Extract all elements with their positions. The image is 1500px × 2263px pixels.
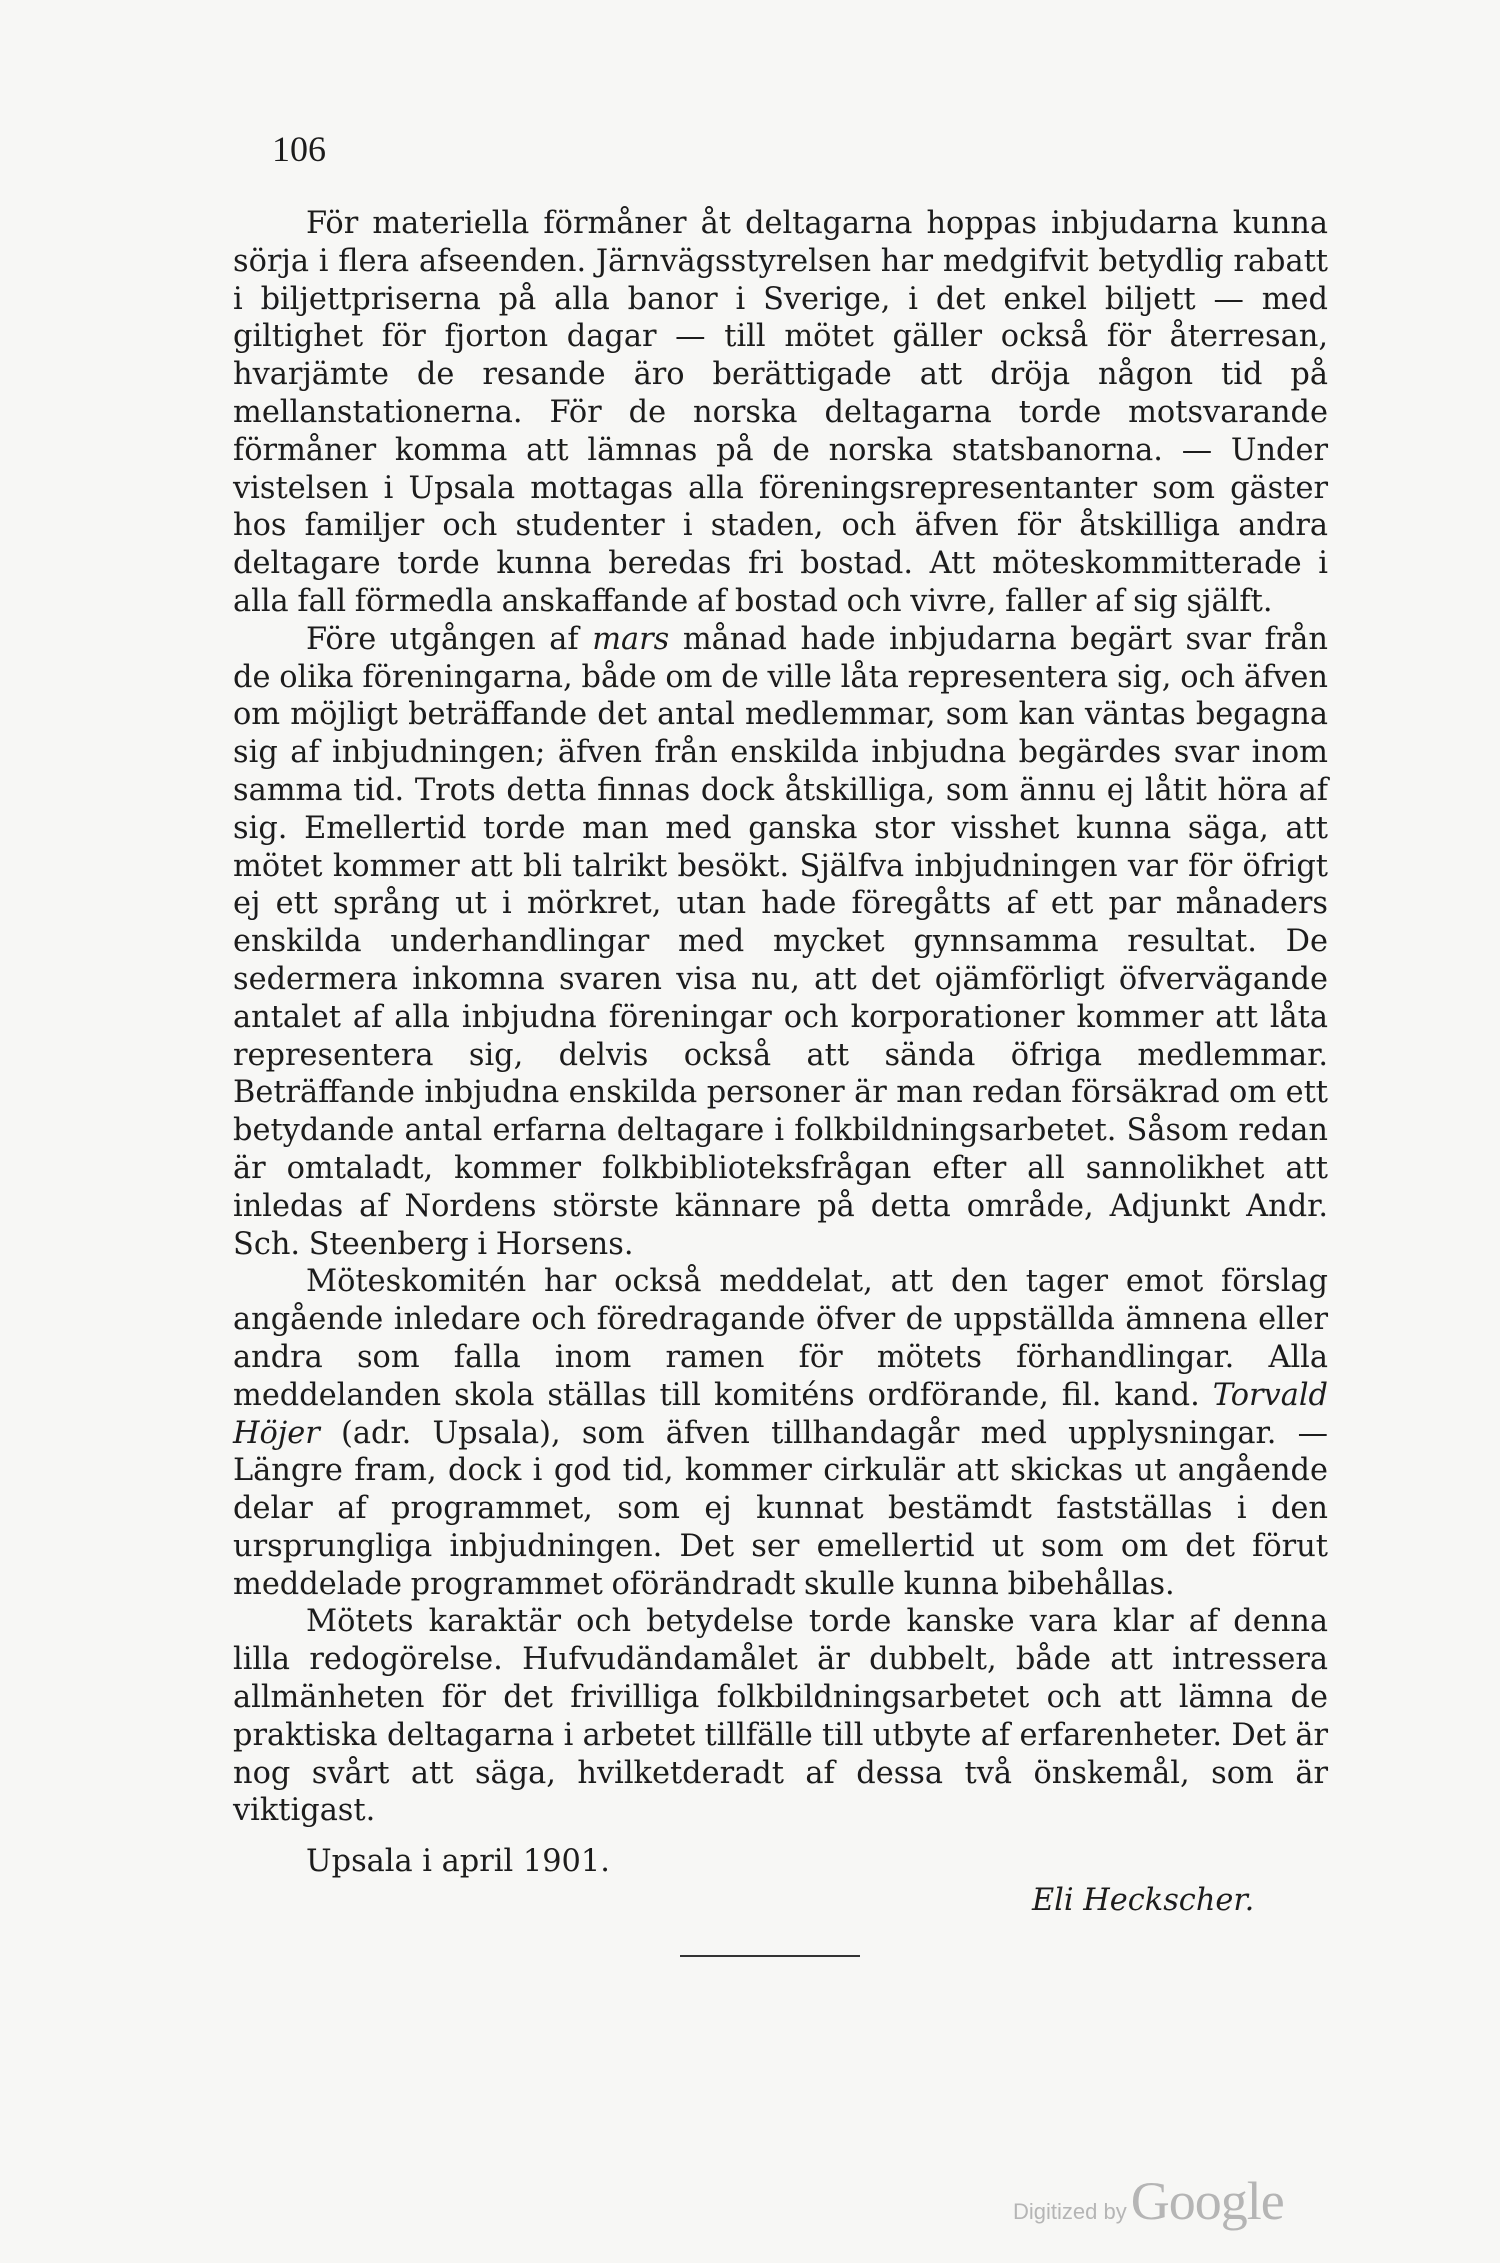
paragraph-4: Mötets karaktär och betydelse torde kanske vara klar af denna lilla redogörelse. Hufvudändamålet är dubbelt, både att intressera allmänheten för det frivilliga folkbildningsarbetet och att lämna de praktiska deltagarna i arbetet tillfälle till utbyte af erfarenheter. Det är nog svårt att säga, hvilketderadt af dessa två önskemål, som är viktigast. bbox=[233, 1604, 1328, 1829]
digitized-watermark bbox=[1013, 2170, 1284, 2232]
body-text bbox=[233, 205, 1328, 1830]
dateline: Upsala i april 1901. bbox=[306, 1844, 610, 1879]
paragraph-1: För materiella förmåner åt deltagarna hoppas inbjudarna kunna sörja i flera afseenden. Järnvägsstyrelsen har medgifvit betydlig rabatt i biljettpriserna på alla banor i Sverige, i det enkel biljett — med giltighet för fjorton dagar — till mötet gäller också för återresan, hvarjämte de resande äro berättigade att dröja någon tid på mellanstationerna. För de norska deltagarna torde motsvarande förmåner komma att lämnas på de norska statsbanorna. — Under vistelsen i Upsala mottagas alla föreningsrepresentanter som gäster hos familjer och studenter i staden, och äfven för åtskilliga andra deltagare torde kunna beredas fri bostad. Att möteskommitterade i alla fall förmedla anskaffande af bostad och vivre, faller af sig själft. bbox=[233, 206, 1328, 619]
paragraph-2-text-cont: månad hade inbjudarna begärt svar från de olika föreningarna, både om de ville låta representera sig, och äfven om möjligt beträffande det antal medlemmar, som kan väntas begagna sig af inbjudningen; äfven från enskilda inbjudna begärdes svar inom samma tid. Trots detta finnas dock åtskilliga, som ännu ej låtit höra af sig. Emellertid torde man med ganska stor visshet kunna säga, att mötet kommer att bli talrikt besökt. Själfva inbjudningen var för öfrigt ej ett språng ut i mörkret, utan hade föregåtts af ett par månaders enskilda underhandlingar med mycket gynnsamma resultat. De sedermera inkomna svaren visa nu, att det ojämförligt öfvervägande antalet af alla inbjudna föreningar och korporationer kommer att låta representera sig, delvis också att sända öfriga medlemmar. Beträffande inbjudna enskilda personer är man redan försäkrad om ett betydande antal erfarna deltagare i folkbildningsarbetet. Såsom redan är omtaladt, kommer folkbiblioteksfrågan efter all sannolikhet att inledas af Nordens störste kännare på detta område, Adjunkt Andr. Sch. Steenberg i Horsens. bbox=[233, 621, 1328, 1262]
paragraph-2 bbox=[233, 621, 1328, 1264]
paragraph-3-text-cont: (adr. Upsala), som äfven tillhandagår med upplysningar. — Längre fram, dock i god tid, kommer cirkulär att skickas ut angående delar af programmet, som ej kunnat bestämdt fastställas i den ursprungliga inbjudningen. Det ser emellertid ut som om det förut meddelade programmet oförändradt skulle kunna bibehållas. bbox=[233, 1415, 1328, 1602]
signature: Eli Heckscher. bbox=[1032, 1883, 1255, 1918]
page-number: 106 bbox=[272, 129, 326, 169]
paragraph-2-emphasis: mars bbox=[592, 621, 670, 657]
paragraph-2-text: Före utgången af bbox=[306, 621, 593, 657]
section-divider bbox=[680, 1955, 860, 1957]
watermark-prefix: Digitized by bbox=[1013, 2199, 1127, 2224]
paragraph-3-text: Möteskomitén har också meddelat, att den tager emot förslag angående inledare och föredragande öfver de uppställda ämnena eller andra som falla inom ramen för mötets förhandlingar. Alla meddelanden skola ställas till komiténs ordförande, fil. kand. bbox=[233, 1264, 1328, 1413]
closing bbox=[233, 1843, 1328, 1881]
paragraph-3-emphasis: Torvald Höjer bbox=[233, 1377, 1328, 1451]
paragraph-3 bbox=[233, 1263, 1328, 1603]
watermark-brand: Google bbox=[1130, 2171, 1284, 2231]
